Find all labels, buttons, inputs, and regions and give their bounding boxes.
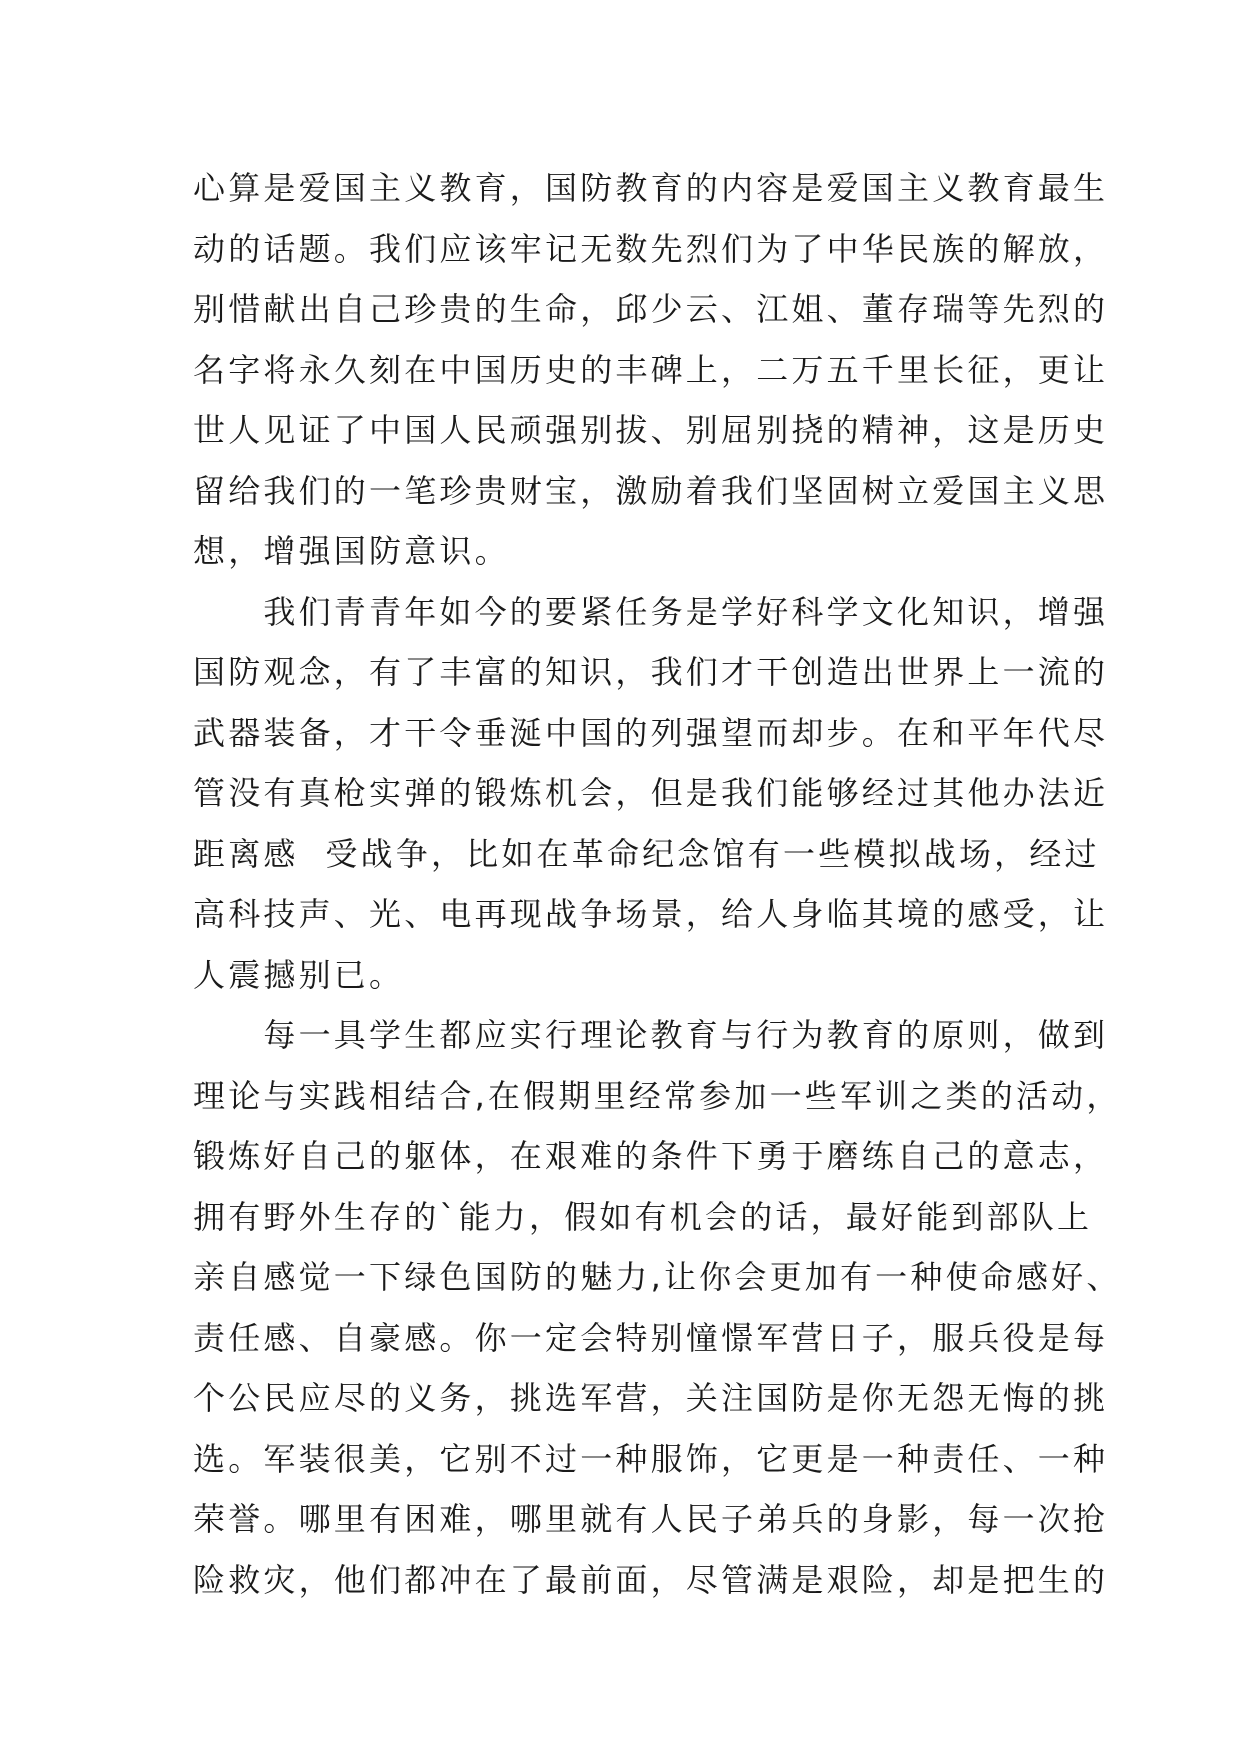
text-line: 动的话题。我们应该牢记无数先烈们为了中华民族的解放， <box>193 229 1109 268</box>
text-line: 武器装备，才干令垂涎中国的列强望而却步。在和平年代尽 <box>193 713 1109 752</box>
text-line: 距离感 受战争，比如在革命纪念馆有一些模拟战场，经过 <box>193 834 1100 873</box>
text-line: 世人见证了中国人民顽强别拔、别屈别挠的精神，这是历史 <box>193 411 1109 449</box>
text-line: 高科技声、光、电再现战争场景，给人身临其境的感受，让 <box>193 895 1109 933</box>
text-line: 荣誉。哪里有困难，哪里就有人民子弟兵的身影，每一次抢 <box>193 1500 1109 1538</box>
text-line: 管没有真枪实弹的锻炼机会，但是我们能够经过其他办法近 <box>193 774 1109 812</box>
text-line: 个公民应尽的义务，挑选军营，关注国防是你无怨无悔的挑 <box>193 1379 1109 1417</box>
text-line: 选。军装很美，它别不过一种服饰，它更是一种责任、一种 <box>193 1439 1109 1478</box>
text-line: 每一具学生都应实行理论教育与行为教育的原则，做到 <box>193 1016 1109 1054</box>
text-line: 别惜献出自己珍贵的生命，邱少云、江姐、董存瑞等先烈的 <box>193 290 1109 328</box>
text-line: 拥有野外生存的`能力，假如有机会的话，最好能到部队上 <box>193 1197 1093 1236</box>
text-line: 理论与实践相结合,在假期里经常参加一些军训之类的活动， <box>193 1076 1122 1115</box>
body-text <box>193 158 1122 1610</box>
text-line: 想，增强国防意识。 <box>193 532 510 570</box>
text-line: 国防观念，有了丰富的知识，我们才干创造出世界上一流的 <box>193 653 1109 691</box>
text-line: 心算是爱国主义教育，国防教育的内容是爱国主义教育最生 <box>193 169 1109 207</box>
text-line: 我们青青年如今的要紧任务是学好科学文化知识，增强 <box>193 592 1109 631</box>
text-line: 留给我们的一笔珍贵财宝，激励着我们坚固树立爱国主义思 <box>193 471 1109 510</box>
text-line: 责任感、自豪感。你一定会特别憧憬军营日子，服兵役是每 <box>193 1318 1109 1357</box>
text-line: 人震撼别已。 <box>193 955 405 994</box>
text-line: 锻炼好自己的躯体，在艰难的条件下勇于磨练自己的意志， <box>193 1137 1109 1175</box>
text-line: 名字将永久刻在中国历史的丰碑上，二万五千里长征，更让 <box>193 350 1109 389</box>
text-line: 亲自感觉一下绿色国防的魅力,让你会更加有一种使命感好、 <box>193 1258 1122 1296</box>
text-line: 险救灾，他们都冲在了最前面，尽管满是艰险，却是把生的 <box>193 1560 1109 1599</box>
